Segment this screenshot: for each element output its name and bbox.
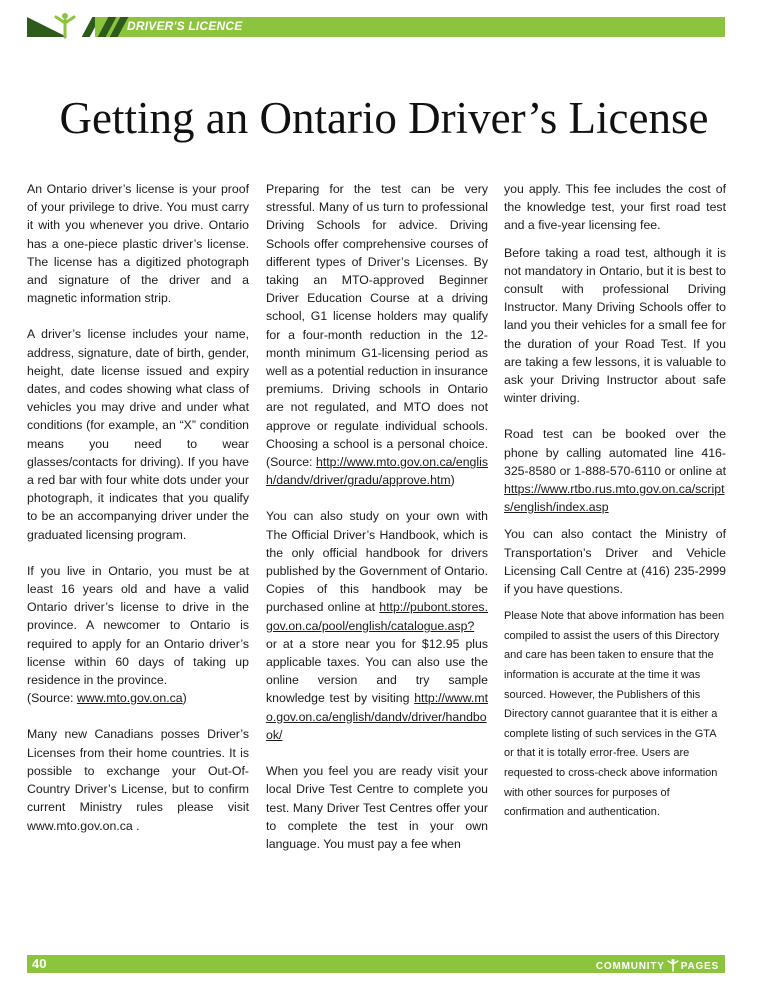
paragraph [266, 180, 488, 489]
disclaimer-note: Please Note that above information has been compiled to assist the users of this Directory and care has been taken to ensure that the information is accurate at the time it was sourced. However, the Publishers of this Directory cannot guarantee that it is either a complete listing of such services in the GTA or that it is totally error-free. Users are requested to cross-check above information with other sources for purposes of confirmation and authentication. [504, 610, 725, 819]
section-label: DRIVER'S LICENCE [127, 19, 243, 33]
page-title: Getting an Ontario Driver’s License [59, 93, 709, 143]
paragraph: If you live in Ontario, you must be at least 16 years old and have a valid Ontario driver’s license to drive in the province. A newcomer to Ontario is required to apply for an Ontario driver’s license within 60 days of taking up residence in the province. [27, 563, 249, 688]
brand-left: COMMUNITY [595, 961, 665, 972]
road-test-link[interactable]: https://www.rtbo.rus.mto.gov.on.ca/scripts/english/index.asp [504, 482, 725, 515]
paragraph: When you feel you are ready visit your local Drive Test Centre to complete you test. Many Driver Test Centres offer your to complete the test in your own language. You must pay a fee when [266, 764, 488, 851]
paragraph-text: Road test can be booked over the phone by calling automated line 416-325-8580 or 1-888-570-6110 or online at [504, 427, 726, 478]
paragraph: you apply. This fee includes the cost of the knowledge test, your first road test and a five-year licensing fee. [504, 182, 726, 233]
column-3 [504, 180, 726, 823]
paragraph: Many new Canadians posses Driver’s Licenses from their home countries. It is possible to exchange your Out-Of-Country Driver’s License, but to confirm current Ministry rules please visit www.mto.gov.on.ca . [27, 727, 249, 833]
mto-link[interactable]: www.mto.gov.on.ca [76, 691, 183, 706]
paragraph: You can also contact the Ministry of Transportation’s Driver and Vehicle Licensing Call Centre at (416) 235-2999 if you have questions. [504, 527, 726, 597]
approve-link[interactable]: http://www.mto.gov.on.ca/english/dandv/driver/gradu/approve.htm [266, 455, 488, 488]
column-2 [266, 180, 488, 853]
community-pages-logo-icon [666, 958, 680, 972]
paragraph: An Ontario driver’s license is your proof of your privilege to drive. You must carry it with you whenever you drive. Ontario has a one-piece plastic driver’s license. The license has a digitized photograph and signature of the driver and a magnetic information strip. [27, 182, 249, 306]
paragraph [266, 507, 488, 744]
page-footer [27, 955, 725, 973]
brand-right: PAGES [680, 961, 719, 972]
paragraph: A driver’s license includes your name, address, signature, date of birth, gender, height, date license issued and expiry dates, and codes showing what class of vehicles you may drive and under what conditions (for example, an “X” condition means you need to wear glasses/contacts for driving). If you have a red bar with four white dots under your photograph, it indicates that you qualify to be an accompanying driver under the graduated licensing program. [27, 327, 249, 542]
section-header [27, 17, 725, 37]
paragraph-text: or at a store near you for $12.95 plus applicable taxes. You can also use the online version and try sample knowledge test by visiting [266, 636, 488, 706]
catalogue-link[interactable]: http://pubont.stores.gov.on.ca/pool/english/catalogue.asp? [266, 600, 488, 633]
paragraph-text: Preparing for the test can be very stressful. Many of us turn to professional Driving Schools for advice. Driving Schools offer comprehensive courses of different types of Driver’s Licenses. By taking an MTO-approved Beginner Driver Education Course at a driving school, G1 license holders may qualify for a four-month reduction in the 12-month minimum G1-licensing period as well as a potential reduction in insurance premiums. Driving schools in Ontario are not regulated, and MTO does not approve or regulate individual schools. Choosing a school is a personal choice. (Source: [266, 182, 488, 470]
handbook-link[interactable]: http://www.mto.gov.on.ca/english/dandv/driver/handbook/ [266, 691, 488, 742]
footer-brand [596, 958, 719, 972]
community-pages-logo-icon [51, 11, 79, 39]
source-prefix: (Source: [27, 691, 77, 706]
source-line [27, 689, 249, 707]
paragraph-text: You can also study on your own with The Official Driver’s Handbook, which is the only official handbook for drivers published by the Government of Ontario. Copies of this handbook may be purchased online at [266, 509, 488, 615]
page-number: 40 [32, 956, 47, 971]
source-suffix: ) [182, 691, 187, 706]
paragraph: Before taking a road test, although it is not mandatory in Ontario, but it is best to consult with professional Driving Instructor. Many Driving Schools offer to land you their vehicles for a small fee for the duration of your Road Test. If you are taking a few lessons, it is valuable to ask your Driving Instructor about safe winter driving. [504, 245, 726, 406]
paragraph [504, 425, 726, 516]
paragraph-suffix: ) [450, 473, 455, 488]
column-1 [27, 180, 249, 835]
